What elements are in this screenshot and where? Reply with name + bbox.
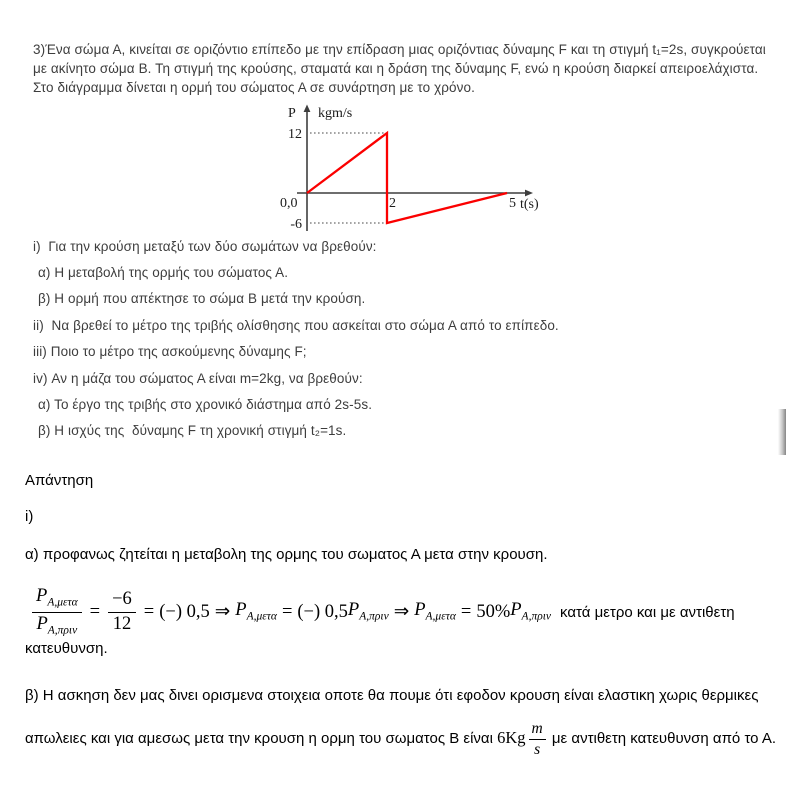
scrollbar-thumb[interactable]: [778, 409, 786, 455]
unit-denominator: s: [534, 740, 541, 758]
question-iv: iv) Αν η μάζα του σώματος Α είναι m=2kg, να βρεθούν:: [33, 370, 363, 386]
eq-op: =: [143, 601, 155, 622]
eq-frac: $\frac{-6}{12}$: [108, 590, 136, 634]
eq-frac: $\frac{P_{A,\mu\varepsilon\tau\alpha}}{P_{A,\pi\rho\iota\nu}}$: [32, 587, 82, 636]
momentum-b-unit-fraction: [529, 720, 546, 757]
eq-sub: $P_{A,\mu\varepsilon\tau\alpha}$: [235, 600, 277, 624]
chart-line: [307, 133, 507, 223]
y-axis-arrow: [304, 105, 311, 113]
eq-sub: $P_{A,\mu\varepsilon\tau\alpha}$: [414, 600, 456, 624]
answer-part-i-label: i): [25, 508, 34, 525]
x-axis-arrow: [525, 190, 533, 197]
y-axis-units: kgm/s: [318, 106, 353, 121]
eq-sub: $P_{A,\pi\rho\iota\nu}$: [510, 600, 552, 624]
eq-op: ⇒: [214, 602, 231, 622]
eq-num: (−) 0,5: [159, 601, 210, 622]
equation-continuation: κατευθυνση.: [25, 640, 108, 657]
y-tick-label: 12: [288, 127, 302, 142]
question-i-a: α) Η μεταβολή της ορμής του σώματος Α.: [38, 265, 289, 281]
x-tick-label: 5: [509, 196, 516, 211]
eq-num: 50%: [476, 601, 511, 622]
answer-i-b-text-after: με αντιθετη κατευθυνση από το Α.: [551, 730, 777, 747]
momentum-b-value: 6Kg: [497, 728, 526, 747]
equation: [29, 581, 735, 643]
origin-label: 0,0: [280, 196, 298, 211]
unit-numerator: m: [529, 720, 546, 739]
question-iii: iii) Ποιο το μέτρο της ασκούμενης δύναμης F;: [33, 344, 307, 360]
eq-text: κατά μετρο και με αντιθετη: [560, 603, 735, 621]
x-axis-label: t(s): [520, 197, 539, 212]
question-i: i) Για την κρούση μεταξύ των δύο σωμάτων να βρεθούν:: [33, 238, 377, 254]
answer-i-b-paragraph: [25, 675, 785, 760]
question-iv-a: α) Το έργο της τριβής στο χρονικό διάστημα από 2s-5s.: [38, 397, 373, 413]
answer-i-b-text-before: β) Η ασκηση δεν μας δινει ορισμενα στοιχεια οποτε θα πουμε ότι εφοδον κρουση είναι ελαστικη χωρις θερμικες απωλειες και για αμεσως μετα την κρουση η ορμη του σωματος Β είναι: [25, 687, 759, 747]
question-i-b: β) Η ορμή που απέκτησε το σώμα Β μετά την κρούση.: [38, 291, 366, 307]
questions-list: [33, 233, 559, 444]
question-iv-b: β) Η ισχύς της δύναμης F τη χρονική στιγμή t₂=1s.: [38, 423, 347, 439]
eq-op: =: [460, 601, 472, 622]
eq-op: =: [281, 601, 293, 622]
problem-statement: 3)Ένα σώμα Α, κινείται σε οριζόντιο επίπεδο με την επίδραση μιας οριζόντιας δύναμης F και τη στιγμή t₁=2s, συγκρούεται με ακίνητο σώμα Β. Τη στιγμή της κρούσης, σταματά και η δράση της δύναμης F, ενώ η κρούση διαρκεί απειροελάχιστα. Στο διάγραμμα δίνεται η ορμή του σώματος Α σε συνάρτηση με το χρόνο.: [33, 41, 766, 95]
y-axis-label: P: [288, 106, 296, 121]
y-tick-label: -6: [290, 217, 302, 232]
eq-sub: $P_{A,\pi\rho\iota\nu}$: [347, 600, 389, 624]
eq-op: ⇒: [393, 602, 410, 622]
answer-heading: Απάντηση: [25, 472, 94, 489]
eq-num: (−) 0,5: [297, 601, 348, 622]
answer-i-a-text: α) προφανως ζητείται η μεταβολη της ορμης του σωματος Α μετα στην κρουση.: [25, 546, 548, 563]
eq-op: =: [89, 601, 101, 622]
momentum-time-chart: [280, 104, 555, 234]
question-ii: ii) Να βρεθεί το μέτρο της τριβής ολίσθησης που ασκείται στο σώμα Α από το επίπεδο.: [33, 317, 559, 333]
x-tick-label: 2: [389, 196, 396, 211]
